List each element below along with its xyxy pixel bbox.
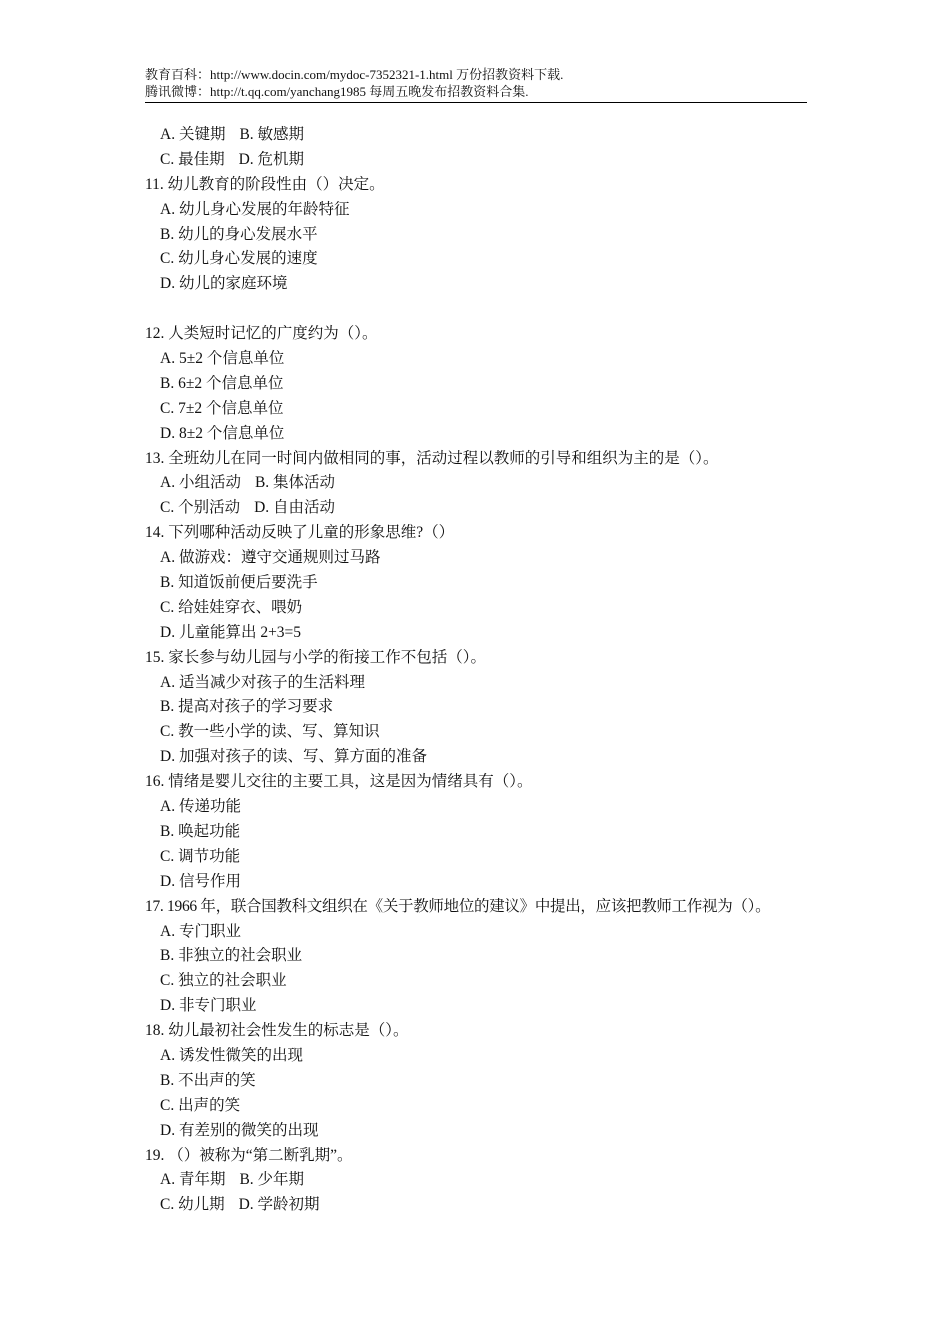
q13-option-c: C. 个别活动 <box>160 499 241 517</box>
header-line-docin: 教育百科：http://www.docin.com/mydoc-7352321-1.html 万份招教资料下载. <box>145 67 564 82</box>
q19-option-a: A. 青年期 <box>160 1171 226 1189</box>
q19-options-row-1 <box>145 1168 815 1193</box>
q11-option-b: B. 幼儿的身心发展水平 <box>160 225 318 243</box>
q18-option-c: C. 出声的笑 <box>160 1096 241 1114</box>
header-line-weibo: 腾讯微博：http://t.qq.com/yanchang1985 每周五晚发布招教资料合集. <box>145 84 529 99</box>
q13-options-row-1 <box>145 471 815 496</box>
q12-stem: 12. 人类短时记忆的广度约为（）。 <box>145 325 378 343</box>
q18-option-b: B. 不出声的笑 <box>160 1071 256 1089</box>
q15-option-c: C. 教一些小学的读、写、算知识 <box>160 723 380 741</box>
blank-line <box>145 297 815 322</box>
q18-stem: 18. 幼儿最初社会性发生的标志是（）。 <box>145 1022 409 1040</box>
q10-option-d: D. 危机期 <box>238 150 305 168</box>
q13-option-a: A. 小组活动 <box>160 474 241 492</box>
q15-stem: 15. 家长参与幼儿园与小学的衔接工作不包括（）。 <box>145 648 487 666</box>
q11-option-c: C. 幼儿身心发展的速度 <box>160 250 318 268</box>
q14-option-c: C. 给娃娃穿衣、喂奶 <box>160 598 303 616</box>
q19-option-b: B. 少年期 <box>239 1171 305 1189</box>
q13-option-b: B. 集体活动 <box>254 474 336 492</box>
q15-option-b: B. 提高对孩子的学习要求 <box>160 698 334 716</box>
q18-option-a: A. 诱发性微笑的出现 <box>160 1046 303 1064</box>
page-header <box>145 66 807 103</box>
q10-options-row-1 <box>145 123 815 148</box>
q16-option-d: D. 信号作用 <box>160 872 241 890</box>
q17-option-b: B. 非独立的社会职业 <box>160 947 303 965</box>
q10-option-a: A. 关键期 <box>160 126 226 143</box>
q12-option-c: C. 7±2 个信息单位 <box>160 399 284 417</box>
q11-option-a: A. 幼儿身心发展的年龄特征 <box>160 200 350 218</box>
q19-option-c: C. 幼儿期 <box>160 1196 225 1214</box>
q15-option-a: A. 适当减少对孩子的生活料理 <box>160 673 365 691</box>
q12-option-a: A. 5±2 个信息单位 <box>160 350 285 368</box>
q14-option-d: D. 儿童能算出 2+3=5 <box>160 623 302 641</box>
q18-option-d: D. 有差别的微笑的出现 <box>160 1121 319 1139</box>
q16-option-b: B. 唤起功能 <box>160 822 241 840</box>
q19-stem: 19. （）被称为“第二断乳期”。 <box>145 1146 353 1164</box>
q13-stem: 13. 全班幼儿在同一时间内做相同的事，活动过程以教师的引导和组织为主的是（）。 <box>145 449 719 467</box>
q17-option-a: A. 专门职业 <box>160 922 241 940</box>
q10-option-b: B. 敏感期 <box>239 126 305 143</box>
q14-stem: 14. 下列哪种活动反映了儿童的形象思维?（） <box>145 524 455 542</box>
q17-option-c: C. 独立的社会职业 <box>160 972 287 990</box>
q14-option-a: A. 做游戏：遵守交通规则过马路 <box>160 549 381 567</box>
q13-option-d: D. 自由活动 <box>254 499 336 517</box>
q13-options-row-2 <box>145 496 815 521</box>
q17-stem: 17. 1966 年，联合国教科文组织在《关于教师地位的建议》中提出，应该把教师工作视为（）。 <box>145 897 771 915</box>
q10-options-row-2 <box>145 148 815 173</box>
question-list <box>145 123 815 1218</box>
q15-option-d: D. 加强对孩子的读、写、算方面的准备 <box>160 748 427 766</box>
q11-option-d: D. 幼儿的家庭环境 <box>160 275 288 293</box>
q17-option-d: D. 非专门职业 <box>160 997 257 1015</box>
q12-option-b: B. 6±2 个信息单位 <box>160 374 284 392</box>
q12-option-d: D. 8±2 个信息单位 <box>160 424 285 442</box>
q10-option-c: C. 最佳期 <box>160 150 225 168</box>
q16-stem: 16. 情绪是婴儿交往的主要工具，这是因为情绪具有（）。 <box>145 773 533 791</box>
q14-option-b: B. 知道饭前便后要洗手 <box>160 574 318 592</box>
q11-stem: 11. 幼儿教育的阶段性由（）决定。 <box>145 175 385 193</box>
q19-option-d: D. 学龄初期 <box>238 1196 320 1214</box>
q16-option-c: C. 调节功能 <box>160 847 241 865</box>
q16-option-a: A. 传递功能 <box>160 798 241 816</box>
q19-options-row-2 <box>145 1193 815 1218</box>
